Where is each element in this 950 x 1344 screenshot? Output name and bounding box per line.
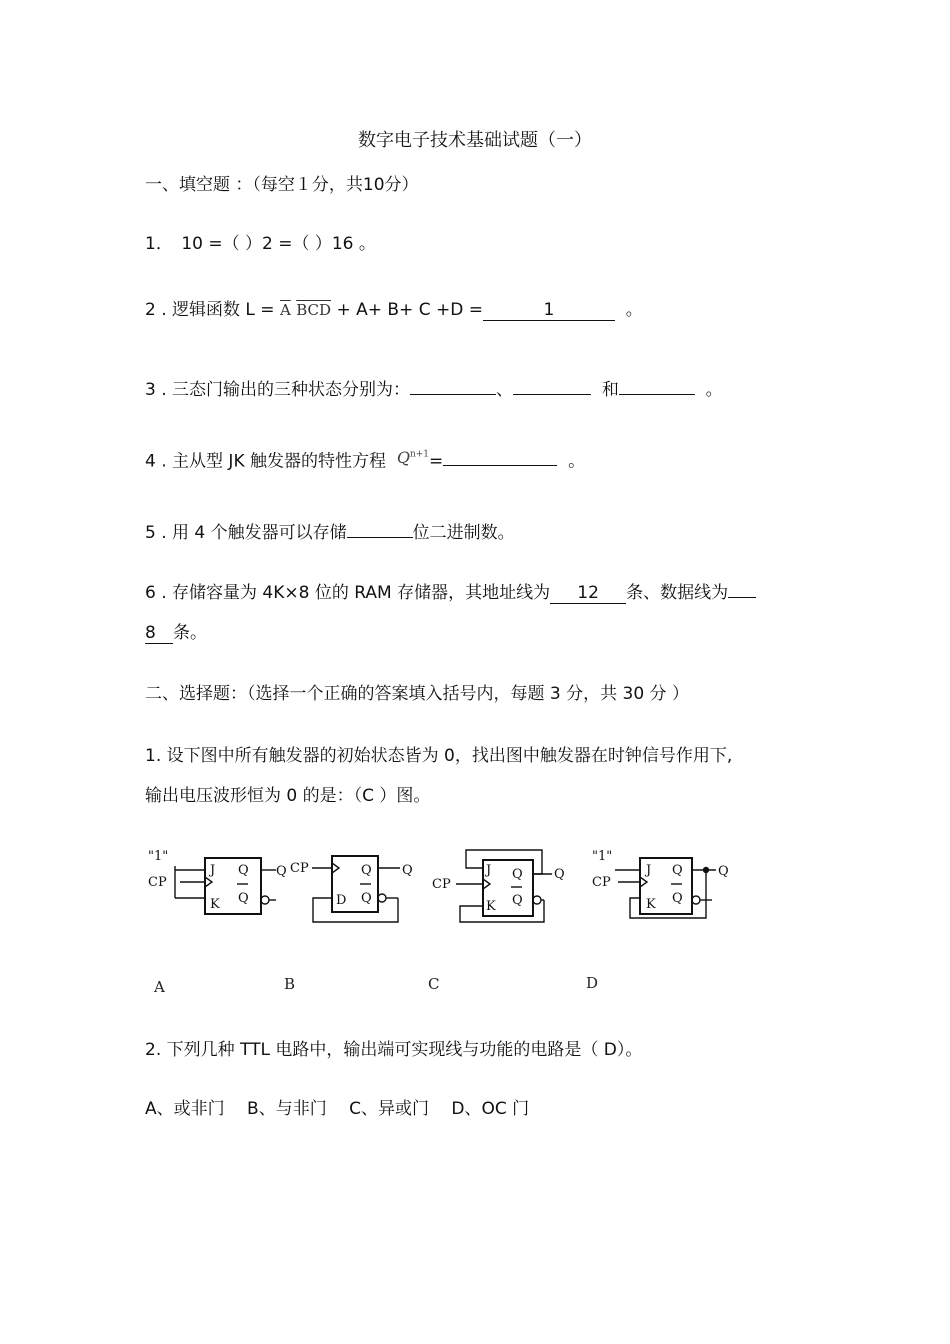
option-label-a: A xyxy=(154,978,165,996)
svg-text:Q: Q xyxy=(276,864,287,879)
q3-sep2: 和 xyxy=(601,380,619,400)
flip-flop-diagrams xyxy=(140,838,750,938)
svg-text:Q: Q xyxy=(718,864,729,879)
svg-text:Q: Q xyxy=(672,863,683,878)
const-one-label: "1" xyxy=(148,849,169,864)
var-c-bar: $\overline{C}$ xyxy=(307,301,320,319)
q-next-state-symbol: $Q^{n+1}$ xyxy=(396,448,430,468)
svg-text:K: K xyxy=(210,897,220,912)
svg-text:"1": "1" xyxy=(592,849,613,864)
q2-end: 。 xyxy=(625,300,643,320)
var-d-bar: $\overline{D}$ xyxy=(319,301,332,319)
svg-text:Q: Q xyxy=(238,891,249,906)
option-label-c: C xyxy=(428,975,440,993)
question-1-3 xyxy=(145,379,723,401)
question-1-4 xyxy=(145,447,585,472)
svg-text:CP: CP xyxy=(290,861,309,876)
svg-text:K: K xyxy=(486,899,496,914)
q3-end: 。 xyxy=(705,380,723,400)
q6-mid: 条、数据线为 xyxy=(626,583,729,603)
option-label-b: B xyxy=(284,975,296,993)
q6-answer-2-start[interactable] xyxy=(728,597,756,598)
option-label-d: D xyxy=(586,974,599,992)
question-1-5 xyxy=(145,522,515,544)
svg-text:Q: Q xyxy=(512,893,523,908)
var-b-bar: $\overline{B}$ xyxy=(296,301,308,319)
svg-text:CP: CP xyxy=(592,875,611,890)
q3-blank-1[interactable] xyxy=(410,394,496,395)
q5-prefix: 5 . 用 4 个触发器可以存储 xyxy=(145,523,347,543)
q3-sep1: 、 xyxy=(496,380,514,400)
q6-answer-1[interactable]: 12 xyxy=(550,583,626,604)
svg-text:J: J xyxy=(646,863,652,878)
svg-text:Q: Q xyxy=(361,863,372,878)
svg-text:Q: Q xyxy=(238,863,249,878)
cp-label: CP xyxy=(148,875,167,890)
section1-heading: 一、填空题 ：（每空１分，共10分） xyxy=(145,175,419,195)
svg-text:Q: Q xyxy=(361,891,372,906)
q2-prefix: 2 . 逻辑函数 L = xyxy=(145,300,280,320)
question-1-2 xyxy=(145,299,643,321)
diagram-c xyxy=(432,850,565,922)
question-2-1-line1: 1. 设下图中所有触发器的初始状态皆为 0，找出图中触发器在时钟信号作用下, xyxy=(145,746,733,766)
svg-text:Q: Q xyxy=(512,867,523,882)
q2-answer-blank[interactable]: 1 xyxy=(483,300,615,321)
q6-end: 条。 xyxy=(173,623,207,643)
q6-answer-2[interactable]: 8 xyxy=(145,623,173,644)
q3-blank-3[interactable] xyxy=(619,394,695,395)
q5-suffix: 位二进制数。 xyxy=(412,523,515,543)
svg-text:Q: Q xyxy=(554,867,565,882)
question-1-6-line1 xyxy=(145,582,756,604)
q3-prefix: 3 . 三态门输出的三种状态分别为： xyxy=(145,380,411,400)
svg-text:D: D xyxy=(336,893,347,908)
q3-blank-2[interactable] xyxy=(513,394,591,395)
question-2-2: 2. 下列几种 TTL 电路中，输出端可实现线与功能的电路是（ D）。 xyxy=(145,1040,643,1060)
q4-prefix: 4 . 主从型 JK 触发器的特性方程 xyxy=(145,451,386,472)
q4-end: 。 xyxy=(568,451,586,472)
q4-blank[interactable] xyxy=(443,465,557,466)
q5-blank[interactable] xyxy=(347,537,413,538)
svg-text:Q: Q xyxy=(402,863,413,878)
question-1-6-line2 xyxy=(145,622,207,644)
q4-eq: = xyxy=(429,451,444,472)
diagram-d xyxy=(592,849,729,918)
diagram-a xyxy=(148,849,287,914)
section2-heading: 二、选择题：（选择一个正确的答案填入括号内，每题 3 分，共 30 分 ） xyxy=(145,684,689,704)
question-2-1-line2: 输出电压波形恒为 0 的是：（C ）图。 xyxy=(145,786,431,806)
svg-text:K: K xyxy=(646,897,656,912)
page-title: 数字电子技术基础试题（一） xyxy=(358,130,592,151)
q6-prefix: 6 . 存储容量为 4K×8 位的 RAM 存储器，其地址线为 xyxy=(145,583,551,603)
svg-text:Q: Q xyxy=(672,891,683,906)
svg-text:J: J xyxy=(486,863,492,878)
diagram-b xyxy=(290,856,413,922)
svg-text:CP: CP xyxy=(432,877,451,892)
q2-suffix: + A+ B+ C +D = xyxy=(336,300,483,320)
svg-text:J: J xyxy=(210,863,216,878)
question-1-1: 1． 10 =（ ）2 =（ ）16 。 xyxy=(145,234,376,254)
var-a-bar: $\overline{A}$ xyxy=(279,301,291,319)
question-2-2-options: A、或非门 B、与非门 C、异或门 D、OC 门 xyxy=(145,1099,530,1119)
